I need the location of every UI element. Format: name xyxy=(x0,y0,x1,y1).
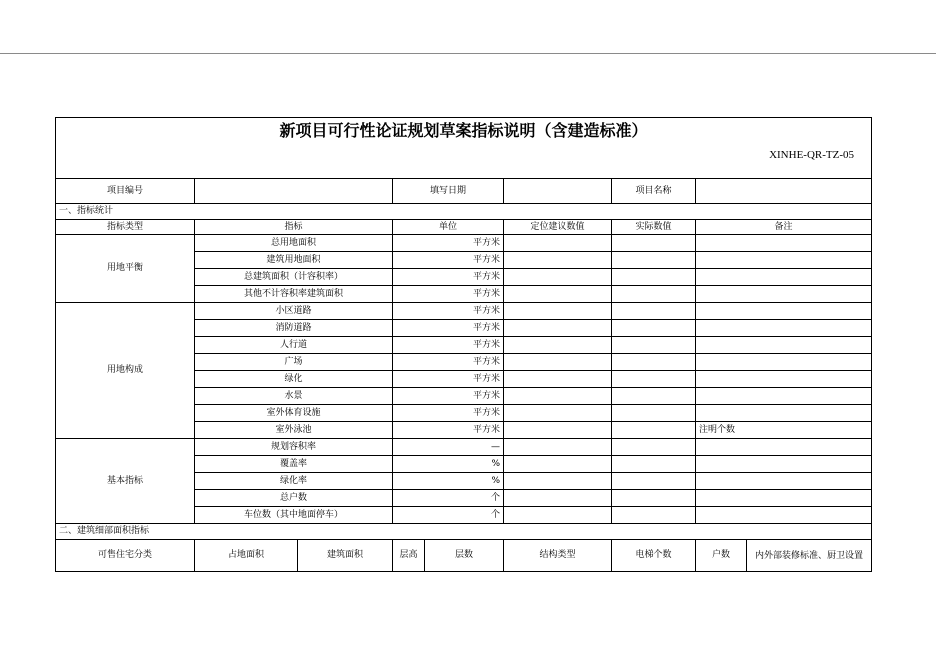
suggested-value-cell[interactable] xyxy=(504,303,612,320)
unit-cell: 个 xyxy=(393,507,504,524)
actual-value-cell[interactable] xyxy=(612,456,696,473)
header-structure-type: 结构类型 xyxy=(504,540,612,572)
unit-cell: 平方米 xyxy=(393,371,504,388)
suggested-value-cell[interactable] xyxy=(504,405,612,422)
indicator-name-cell: 其他不计容积率建筑面积 xyxy=(195,286,393,303)
indicator-name-cell: 广场 xyxy=(195,354,393,371)
indicator-name-cell: 人行道 xyxy=(195,337,393,354)
remark-cell[interactable] xyxy=(696,269,872,286)
suggested-value-cell[interactable] xyxy=(504,507,612,524)
unit-cell: 平方米 xyxy=(393,388,504,405)
actual-value-cell[interactable] xyxy=(612,439,696,456)
actual-value-cell[interactable] xyxy=(612,235,696,252)
header-building-area: 建筑面积 xyxy=(298,540,393,572)
section2-title: 二、建筑细部面积指标 xyxy=(56,524,872,540)
suggested-value-cell[interactable] xyxy=(504,371,612,388)
actual-value-cell[interactable] xyxy=(612,507,696,524)
remark-cell[interactable] xyxy=(696,388,872,405)
actual-value-cell[interactable] xyxy=(612,286,696,303)
indicator-name-cell: 总用地面积 xyxy=(195,235,393,252)
actual-value-cell[interactable] xyxy=(612,388,696,405)
unit-cell: 平方米 xyxy=(393,269,504,286)
unit-cell: 平方米 xyxy=(393,303,504,320)
actual-value-cell[interactable] xyxy=(612,303,696,320)
actual-value-cell[interactable] xyxy=(612,371,696,388)
remark-cell[interactable] xyxy=(696,371,872,388)
page-top-rule xyxy=(0,53,936,54)
remark-cell[interactable] xyxy=(696,303,872,320)
indicator-name-cell: 绿化 xyxy=(195,371,393,388)
indicator-type-cell: 用地平衡 xyxy=(56,235,195,303)
suggested-value-cell[interactable] xyxy=(504,337,612,354)
section1-header-row xyxy=(56,220,872,235)
project-no-field[interactable] xyxy=(195,179,393,204)
remark-cell[interactable] xyxy=(696,320,872,337)
suggested-value-cell[interactable] xyxy=(504,235,612,252)
suggested-value-cell[interactable] xyxy=(504,490,612,507)
fill-date-field[interactable] xyxy=(504,179,612,204)
section1-title: 一、指标统计 xyxy=(56,204,872,220)
remark-cell[interactable] xyxy=(696,354,872,371)
unit-cell: 平方米 xyxy=(393,405,504,422)
indicator-name-cell: 总建筑面积（计容积率） xyxy=(195,269,393,286)
indicator-type-cell: 基本指标 xyxy=(56,439,195,524)
header-households: 户数 xyxy=(696,540,747,572)
indicator-name-cell: 总户数 xyxy=(195,490,393,507)
indicator-type-cell: 用地构成 xyxy=(56,303,195,439)
unit-cell: 平方米 xyxy=(393,286,504,303)
remark-cell[interactable] xyxy=(696,473,872,490)
project-name-field[interactable] xyxy=(696,179,872,204)
indicator-row xyxy=(56,439,872,456)
header-land-area: 占地面积 xyxy=(195,540,298,572)
indicator-name-cell: 室外泳池 xyxy=(195,422,393,439)
unit-cell: — xyxy=(393,439,504,456)
unit-cell: 平方米 xyxy=(393,337,504,354)
unit-cell: 平方米 xyxy=(393,252,504,269)
section2-header-row xyxy=(56,540,872,572)
title-cell xyxy=(56,118,872,179)
fill-date-label: 填写日期 xyxy=(393,179,504,204)
header-remarks: 备注 xyxy=(696,220,872,235)
indicator-name-cell: 消防道路 xyxy=(195,320,393,337)
suggested-value-cell[interactable] xyxy=(504,320,612,337)
actual-value-cell[interactable] xyxy=(612,490,696,507)
actual-value-cell[interactable] xyxy=(612,422,696,439)
suggested-value-cell[interactable] xyxy=(504,473,612,490)
actual-value-cell[interactable] xyxy=(612,320,696,337)
suggested-value-cell[interactable] xyxy=(504,388,612,405)
header-floor-height: 层高 xyxy=(393,540,425,572)
remark-cell[interactable] xyxy=(696,456,872,473)
header-actual-value: 实际数值 xyxy=(612,220,696,235)
document-code: XINHE-QR-TZ-05 xyxy=(769,149,855,161)
indicator-name-cell: 规划容积率 xyxy=(195,439,393,456)
remark-cell[interactable] xyxy=(696,439,872,456)
indicator-name-cell: 小区道路 xyxy=(195,303,393,320)
remark-cell[interactable] xyxy=(696,235,872,252)
unit-cell: % xyxy=(393,456,504,473)
header-indicator: 指标 xyxy=(195,220,393,235)
indicator-name-cell: 建筑用地面积 xyxy=(195,252,393,269)
suggested-value-cell[interactable] xyxy=(504,422,612,439)
suggested-value-cell[interactable] xyxy=(504,286,612,303)
actual-value-cell[interactable] xyxy=(612,252,696,269)
header-elevators: 电梯个数 xyxy=(612,540,696,572)
remark-cell[interactable] xyxy=(696,337,872,354)
header-suggested-value: 定位建议数值 xyxy=(504,220,612,235)
indicator-name-cell: 水景 xyxy=(195,388,393,405)
header-unit: 单位 xyxy=(393,220,504,235)
indicator-name-cell: 覆盖率 xyxy=(195,456,393,473)
unit-cell: 平方米 xyxy=(393,422,504,439)
suggested-value-cell[interactable] xyxy=(504,439,612,456)
remark-cell[interactable] xyxy=(696,490,872,507)
indicator-table xyxy=(55,117,872,572)
indicator-row xyxy=(56,235,872,252)
indicator-name-cell: 室外体育设施 xyxy=(195,405,393,422)
actual-value-cell[interactable] xyxy=(612,354,696,371)
actual-value-cell[interactable] xyxy=(612,269,696,286)
unit-cell: 个 xyxy=(393,490,504,507)
suggested-value-cell[interactable] xyxy=(504,269,612,286)
suggested-value-cell[interactable] xyxy=(504,456,612,473)
unit-cell: 平方米 xyxy=(393,320,504,337)
project-no-label: 项目编号 xyxy=(56,179,195,204)
unit-cell: 平方米 xyxy=(393,235,504,252)
indicator-row xyxy=(56,303,872,320)
actual-value-cell[interactable] xyxy=(612,473,696,490)
remark-cell[interactable] xyxy=(696,507,872,524)
remark-cell[interactable] xyxy=(696,252,872,269)
remark-cell[interactable] xyxy=(696,405,872,422)
header-sale-type: 可售住宅分类 xyxy=(56,540,195,572)
remark-cell[interactable]: 注明个数 xyxy=(696,422,872,439)
actual-value-cell[interactable] xyxy=(612,405,696,422)
indicator-name-cell: 车位数（其中地面停车） xyxy=(195,507,393,524)
unit-cell: 平方米 xyxy=(393,354,504,371)
header-indicator-type: 指标类型 xyxy=(56,220,195,235)
suggested-value-cell[interactable] xyxy=(504,354,612,371)
remark-cell[interactable] xyxy=(696,286,872,303)
header-floors: 层数 xyxy=(425,540,504,572)
suggested-value-cell[interactable] xyxy=(504,252,612,269)
project-name-label: 项目名称 xyxy=(612,179,696,204)
actual-value-cell[interactable] xyxy=(612,337,696,354)
indicator-name-cell: 绿化率 xyxy=(195,473,393,490)
header-decoration-standard: 内外部装修标准、厨卫设置 xyxy=(747,540,872,572)
document-title: 新项目可行性论证规划草案指标说明（含建造标准） xyxy=(279,121,648,140)
unit-cell: % xyxy=(393,473,504,490)
